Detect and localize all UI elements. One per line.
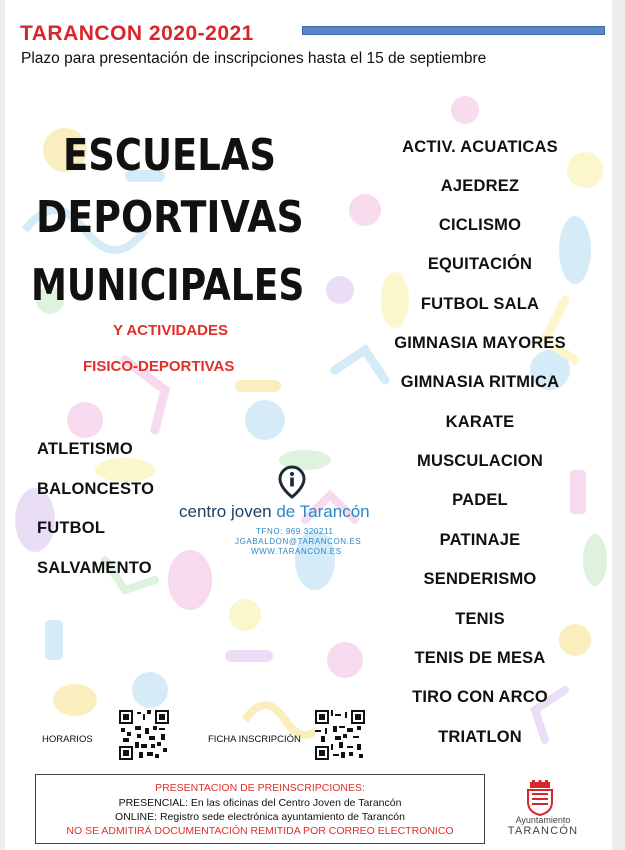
right-activity: MUSCULACION (417, 452, 543, 470)
main-title-line-1: ESCUELAS (63, 130, 277, 181)
left-activity: BALONCESTO (37, 480, 155, 498)
centro-joven-name (179, 502, 370, 522)
ficha-inscripcion-qr-code[interactable] (315, 710, 365, 760)
header-subtitle: Plazo para presentación de inscripciones hasta el 15 de septiembre (21, 50, 487, 67)
header-title: TARANCON 2020-2021 (20, 22, 254, 45)
ficha-inscripcion-label: FICHA INSCRIPCIÓN (208, 734, 301, 745)
right-activity: CICLISMO (438, 216, 522, 234)
left-activity: SALVAMENTO (37, 559, 152, 577)
left-activity: FUTBOL (37, 519, 106, 537)
right-activity: TRIATLON (438, 728, 522, 746)
right-activity: GIMNASIA MAYORES (394, 334, 566, 352)
horarios-qr-code[interactable] (119, 710, 169, 760)
centro-joven-name-part-1: centro joven (179, 502, 277, 521)
right-activity: TENIS (455, 610, 505, 628)
centro-joven-name-part-2: de Tarancón (276, 502, 370, 521)
poster (5, 0, 612, 850)
centro-joven-logo (175, 465, 415, 585)
right-activity: TENIS DE MESA (414, 649, 546, 667)
info-warning: NO SE ADMITIRÁ DOCUMENTACIÓN REMITIDA POR CORREO ELECTRONICO (66, 825, 454, 837)
ayuntamiento-town: TARANCÓN (507, 825, 579, 837)
centro-email: JGABALDON@TARANCON.ES (235, 537, 362, 546)
right-activity: PATINAJE (439, 531, 521, 549)
main-title-line-3: MUNICIPALES (31, 260, 305, 311)
right-activity: KARATE (445, 413, 515, 431)
preinscripciones-info-box (35, 774, 485, 844)
info-heading: PRESENTACION DE PREINSCRIPCIONES: (155, 782, 365, 794)
right-activity: SENDERISMO (423, 570, 537, 588)
centro-website: WWW.TARANCON.ES (251, 547, 342, 556)
info-online: ONLINE: Registro sede electrónica ayuntamiento de Tarancón (115, 811, 405, 823)
right-activity: GIMNASIA RITMICA (400, 373, 560, 391)
right-activity: ACTIV. ACUATICAS (402, 138, 558, 156)
main-title-line-2: DEPORTIVAS (36, 192, 304, 243)
header-decorative-bar (302, 26, 605, 35)
info-presencial: PRESENCIAL: En las oficinas del Centro Joven de Tarancón (118, 797, 402, 809)
right-activity: EQUITACIÓN (427, 255, 533, 273)
subtitle-line-2: FISICO-DEPORTIVAS (83, 358, 235, 375)
left-activity: ATLETISMO (37, 440, 133, 458)
horarios-label: HORARIOS (42, 734, 93, 745)
ayuntamiento-label: Ayuntamiento (515, 815, 571, 825)
right-activity: PADEL (452, 491, 508, 509)
centro-phone: TFNO: 969 320211 (256, 527, 334, 536)
ayuntamiento-crest-icon (520, 780, 560, 816)
right-activity: TIRO CON ARCO (412, 688, 548, 706)
subtitle-line-1: Y ACTIVIDADES (113, 322, 229, 339)
right-activity: FUTBOL SALA (420, 295, 540, 313)
right-activity: AJEDREZ (440, 177, 520, 195)
info-pin-icon (277, 465, 307, 499)
